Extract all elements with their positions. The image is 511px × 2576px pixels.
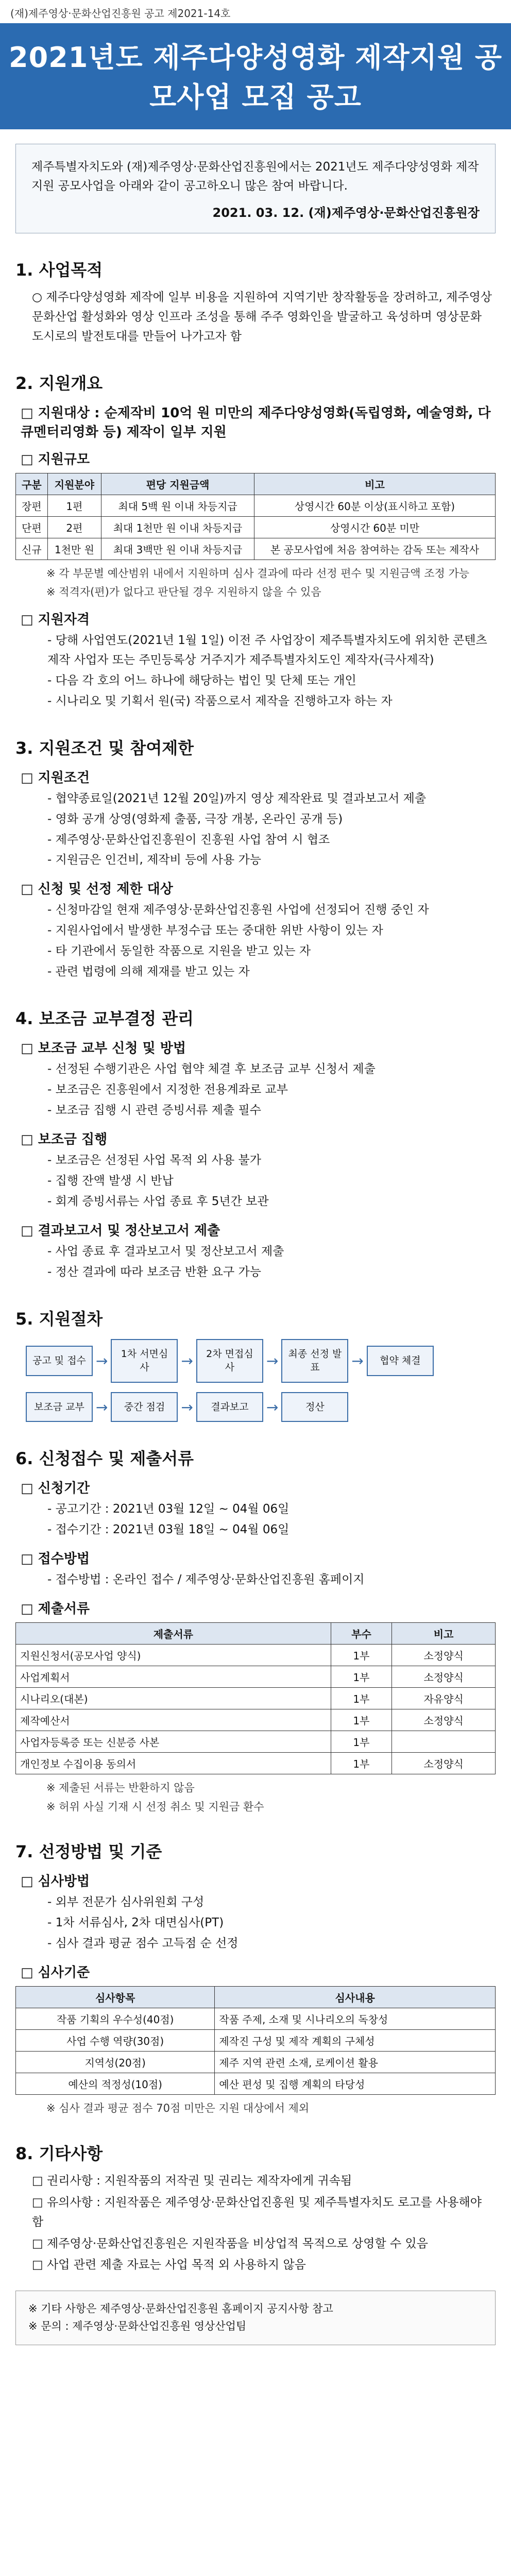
section-overview-cont: [0, 565, 511, 711]
flow-step: 결과보고: [196, 1392, 263, 1422]
table-row: [16, 2008, 496, 2030]
paragraph: - 집행 잔액 발생 시 반납: [47, 1174, 174, 1188]
table-cell: 지역성(20점): [16, 2052, 215, 2073]
table-cell: 소정양식: [392, 1666, 496, 1688]
section-conditions: [0, 735, 511, 982]
table-row: [16, 1731, 496, 1753]
paragraph: □ 사업 관련 제출 자료는 사업 목적 외 사용하지 않음: [32, 2258, 306, 2272]
flow-step: 보조금 교부: [26, 1392, 93, 1422]
note: ※ 각 부문별 예산범위 내에서 지원하며 심사 결과에 따라 선정 편수 및 지원금액 조정 가능: [46, 567, 470, 580]
paragraph: - 보조금은 선정된 사업 목적 외 사용 불가: [47, 1153, 261, 1167]
paragraph: - 제주영상·문화산업진흥원이 진흥원 사업 참여 시 협조: [47, 833, 330, 846]
flow-step: 1차 서면심사: [111, 1339, 178, 1383]
flow-step: 최종 선정 발표: [281, 1339, 348, 1383]
section-overview: [0, 370, 511, 468]
flow-step: 협약 체결: [367, 1346, 434, 1376]
table-row: [16, 2030, 496, 2052]
table-cell: 상영시간 60분 이상(표시하고 포함): [254, 495, 495, 516]
table-cell: 예산 편성 및 집행 계획의 타당성: [215, 2073, 496, 2095]
arrow-right-icon: →: [266, 1398, 279, 1416]
support-table: [15, 473, 496, 560]
section-application: [0, 1446, 511, 1617]
arrow-right-icon: →: [266, 1352, 279, 1369]
paragraph: - 사업 종료 후 결과보고서 및 정산보고서 제출: [47, 1244, 284, 1258]
section-title: 8. 기타사항: [15, 2143, 103, 2163]
note: ※ 심사 결과 평균 점수 70점 미만은 지원 대상에서 제외: [46, 2102, 310, 2115]
table-cell: 작품 주제, 소재 및 시나리오의 독창성: [215, 2008, 496, 2030]
table-cell: 본 공모사업에 처음 참여하는 감독 또는 제작사: [254, 538, 495, 560]
table-cell: 최대 1천만 원 이내 차등지급: [101, 516, 254, 538]
paragraph: - 시나리오 및 기획서 원(국) 작품으로서 제작을 진행하고자 하는 자: [47, 694, 393, 708]
flow-step: 공고 및 접수: [26, 1346, 93, 1376]
section-procedure: [0, 1306, 511, 1330]
intro-box: [15, 144, 496, 233]
sub-title: □ 지원규모: [21, 451, 90, 467]
table-cell: 1천만 원: [47, 538, 101, 560]
section-selection-notes: [0, 2100, 511, 2117]
table-cell: 소정양식: [392, 1709, 496, 1731]
table-row: [16, 1709, 496, 1731]
paragraph: - 협약종료일(2021년 12월 20일)까지 영상 제작완료 및 결과보고서 제출: [47, 791, 427, 805]
section-title: 4. 보조금 교부결정 관리: [15, 1009, 194, 1029]
section-etc: [0, 2141, 511, 2276]
table-cell: 단편: [16, 516, 48, 538]
table-header: 제출서류: [16, 1623, 331, 1645]
intro-text: 제주특별자치도와 (재)제주영상·문화산업진흥원에서는 2021년도 제주다양성영화 제작지원 공모사업을 아래와 같이 공고하오니 많은 참여 바랍니다.: [31, 160, 479, 193]
table-cell: 제작진 구성 및 제작 계획의 구체성: [215, 2030, 496, 2052]
table-cell: 사업계획서: [16, 1666, 331, 1688]
table-header: 심사내용: [215, 1987, 496, 2008]
sub-title: □ 보조금 집행: [21, 1131, 108, 1147]
section-application-notes: [0, 1780, 511, 1815]
sub-title: □ 결과보고서 및 정산보고서 제출: [21, 1223, 220, 1239]
section-title: 3. 지원조건 및 참여제한: [15, 738, 194, 758]
table-cell: 최대 3백만 원 이내 차등지급: [101, 538, 254, 560]
paragraph: - 지원사업에서 발생한 부정수급 또는 중대한 위반 사항이 있는 자: [47, 924, 383, 938]
table-row: [16, 516, 496, 538]
section-title: 2. 지원개요: [15, 373, 103, 393]
table-cell: 1부: [331, 1688, 391, 1709]
table-cell: 1부: [331, 1645, 391, 1666]
table-row: [16, 1666, 496, 1688]
table-cell: 최대 5백 원 이내 차등지급: [101, 495, 254, 516]
bottom-note: ※ 기타 사항은 제주영상·문화산업진흥원 홈페이지 공지사항 참고: [28, 2302, 333, 2315]
table-cell: 상영시간 60분 미만: [254, 516, 495, 538]
table-cell: 예산의 적정성(10점): [16, 2073, 215, 2095]
section-title: 5. 지원절차: [15, 1309, 103, 1329]
section-subsidy: [0, 1006, 511, 1282]
paragraph: - 보조금 집행 시 관련 증빙서류 제출 필수: [47, 1104, 261, 1117]
table-cell: 개인정보 수집이용 동의서: [16, 1753, 331, 1774]
table-header: 비고: [392, 1623, 496, 1645]
paragraph: - 다음 각 호의 어느 하나에 해당하는 법인 및 단체 또는 개인: [47, 673, 356, 687]
note: ※ 허위 사실 기재 시 선정 취소 및 지원금 환수: [46, 1800, 264, 1813]
arrow-right-icon: →: [96, 1352, 108, 1369]
table-row: [16, 495, 496, 516]
table-cell: 제작예산서: [16, 1709, 331, 1731]
table-header: 부수: [331, 1623, 391, 1645]
sub-title: □ 보조금 교부 신청 및 방법: [21, 1041, 186, 1057]
intro-date: 2021. 03. 12. (재)제주영상·문화산업진흥원장: [212, 205, 480, 220]
sub-title: □ 제출서류: [21, 1601, 90, 1617]
procedure-flow: [26, 1339, 496, 1383]
table-cell: 시나리오(대본): [16, 1688, 331, 1709]
table-row: [16, 538, 496, 560]
paragraph: - 회계 증빙서류는 사업 종료 후 5년간 보관: [47, 1194, 269, 1208]
table-cell: [392, 1731, 496, 1753]
table-cell: 1편: [47, 495, 101, 516]
table-row: [16, 1645, 496, 1666]
arrow-right-icon: →: [181, 1352, 193, 1369]
table-row: [16, 1753, 496, 1774]
table-cell: 신규: [16, 538, 48, 560]
table-cell: 지원신청서(공모사업 양식): [16, 1645, 331, 1666]
notice-number: (재)제주영상·문화산업진흥원 공고 제2021-14호: [10, 7, 231, 20]
paragraph: - 정산 결과에 따라 보조금 반환 요구 가능: [47, 1265, 261, 1279]
bottom-note: ※ 문의 : 제주영상·문화산업진흥원 영상산업팀: [28, 2319, 247, 2332]
sub-title: □ 지원조건: [21, 770, 90, 786]
arrow-right-icon: →: [96, 1398, 108, 1416]
sub-title: □ 지원자격: [21, 612, 90, 628]
table-row: [16, 2073, 496, 2095]
documents-table: [15, 1622, 496, 1774]
table-cell: 1부: [331, 1666, 391, 1688]
table-cell: 사업자등록증 또는 신분증 사본: [16, 1731, 331, 1753]
table-row: [16, 1688, 496, 1709]
table-header: 비고: [254, 473, 495, 495]
table-cell: 사업 수행 역량(30점): [16, 2030, 215, 2052]
section-title: 7. 선정방법 및 기준: [15, 1842, 162, 1862]
paragraph: - 보조금은 진흥원에서 지정한 전용계좌로 교부: [47, 1083, 288, 1097]
paragraph: - 지원금은 인건비, 제작비 등에 사용 가능: [47, 853, 261, 867]
table-cell: 1부: [331, 1753, 391, 1774]
arrow-right-icon: →: [351, 1352, 364, 1369]
table-header: 구분: [16, 473, 48, 495]
paragraph: - 관련 법령에 의해 제재를 받고 있는 자: [47, 965, 250, 979]
arrow-right-icon: →: [181, 1398, 193, 1416]
table-cell: 1부: [331, 1731, 391, 1753]
paragraph: ○ 제주다양성영화 제작에 일부 비용을 지원하여 지역기반 창작활동을 장려하고, 제주영상문화산업 활성화와 영상 인프라 조성을 통해 주주 영화인을 발굴하고 육성하며 영상문화 도시로의 발전토대를 만들어 나가고자 함: [32, 290, 492, 343]
paragraph: - 신청마감일 현재 제주영상·문화산업진흥원 사업에 선정되어 진행 중인 자: [47, 903, 429, 917]
paragraph: - 외부 전문가 심사위원회 구성: [47, 1895, 205, 1909]
flow-step: 정산: [281, 1392, 348, 1422]
table-cell: 장편: [16, 495, 48, 516]
paragraph: - 당해 사업연도(2021년 1월 1일) 이전 주 사업장이 제주특별자치도에 위치한 콘텐츠제작 사업자 또는 주민등록상 거주지가 제주특별자치도인 제작자(극사제작): [47, 633, 487, 667]
sub-title: □ 접수방법: [21, 1551, 90, 1567]
paragraph: - 공고기간 : 2021년 03월 12일 ~ 04월 06일: [47, 1502, 289, 1516]
section-title: 1. 사업목적: [15, 260, 103, 280]
table-header: 편당 지원금액: [101, 473, 254, 495]
paragraph: - 접수방법 : 온라인 접수 / 제주영상·문화산업진흥원 홈페이지: [47, 1573, 365, 1587]
table-cell: 자유양식: [392, 1688, 496, 1709]
flow-step: 중간 점검: [111, 1392, 178, 1422]
sub-title: □ 신청 및 선정 제한 대상: [21, 882, 173, 897]
section-selection: [0, 1839, 511, 1981]
table-cell: 작품 기획의 우수성(40점): [16, 2008, 215, 2030]
table-row: [16, 2052, 496, 2073]
sub-title: □ 지원대상 : 순제작비 10억 원 미만의 제주다양성영화(독립영화, 예술영화, 다큐멘터리영화 등) 제작이 일부 지원: [21, 405, 491, 440]
table-cell: 1부: [331, 1709, 391, 1731]
sub-title: □ 심사방법: [21, 1874, 90, 1890]
table-cell: 소정양식: [392, 1753, 496, 1774]
sub-title: □ 심사기준: [21, 1965, 90, 1981]
page-title: 2021년도 제주다양성영화 제작지원 공모사업 모집 공고: [0, 23, 511, 129]
paragraph: - 선정된 수행기관은 사업 협약 체결 후 보조금 교부 신청서 제출: [47, 1062, 376, 1076]
paragraph: - 영화 공개 상영(영화제 출품, 극장 개봉, 온라인 공개 등): [47, 812, 343, 826]
sub-title: □ 신청기간: [21, 1481, 90, 1497]
bottom-notes: [15, 2291, 496, 2345]
procedure-flow-row2: [26, 1392, 496, 1422]
flow-step: 2차 면접심사: [196, 1339, 263, 1383]
table-cell: 제주 지역 관련 소재, 로케이션 활용: [215, 2052, 496, 2073]
table-cell: 소정양식: [392, 1645, 496, 1666]
note: ※ 제출된 서류는 반환하지 않음: [46, 1782, 195, 1794]
table-header: 심사항목: [16, 1987, 215, 2008]
section-purpose: [0, 257, 511, 347]
note: ※ 적격자(편)가 없다고 판단될 경우 지원하지 않을 수 있음: [46, 586, 321, 599]
paragraph: - 타 기관에서 동일한 작품으로 지원을 받고 있는 자: [47, 944, 311, 958]
paragraph: - 1차 서류심사, 2차 대면심사(PT): [47, 1916, 224, 1930]
paragraph: □ 제주영상·문화산업진흥원은 지원작품을 비상업적 목적으로 상영할 수 있음: [32, 2236, 428, 2250]
section-title: 6. 신청접수 및 제출서류: [15, 1449, 194, 1469]
table-header: 지원분야: [47, 473, 101, 495]
paragraph: - 접수기간 : 2021년 03월 18일 ~ 04월 06일: [47, 1523, 289, 1537]
paragraph: □ 권리사항 : 지원작품의 저작권 및 권리는 제작자에게 귀속됨: [32, 2174, 352, 2188]
criteria-table: [15, 1986, 496, 2095]
paragraph: - 심사 결과 평균 점수 고득점 순 선정: [47, 1937, 239, 1951]
paragraph: □ 유의사항 : 지원작품은 제주영상·문화산업진흥원 및 제주특별자치도 로고를 사용해야 함: [32, 2195, 482, 2229]
table-cell: 2편: [47, 516, 101, 538]
